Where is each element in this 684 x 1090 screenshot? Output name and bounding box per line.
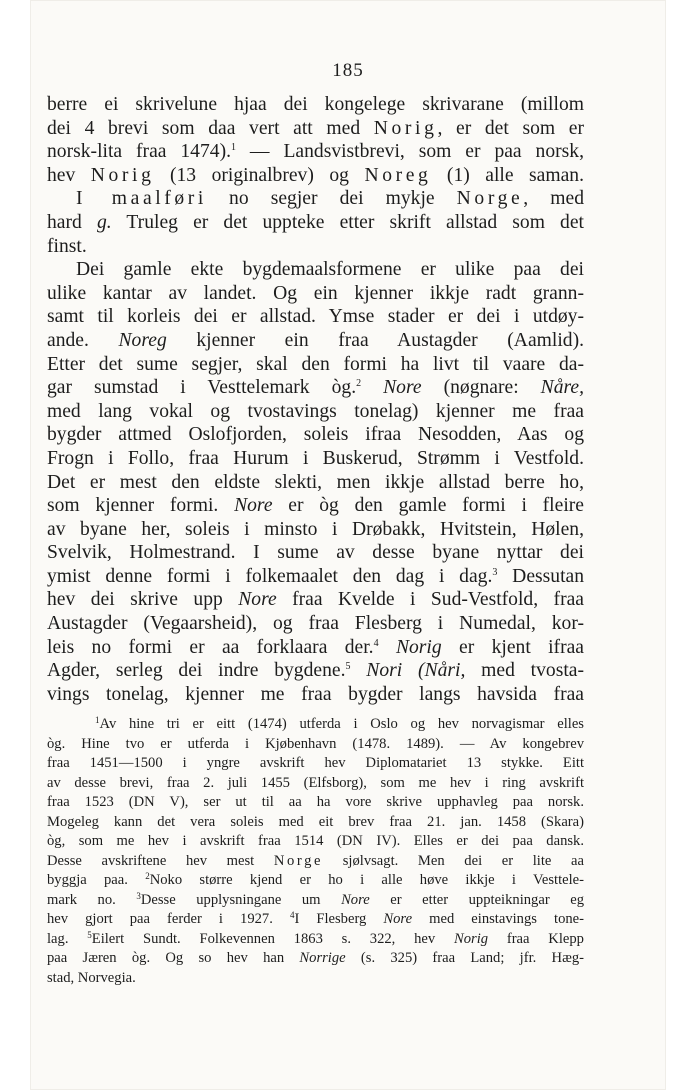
text-line: leis no formi er aa forklaara der.$^4$ Norig er kjent ifraa <box>47 636 584 658</box>
footnote-line: paa Jæren òg. Og so hev han Norrige (s. 325) fraa Land; jfr. Hæg- <box>47 950 584 966</box>
italic-word: Norrige <box>299 950 346 966</box>
footnote-line: stad, Norvegia. <box>47 969 136 986</box>
footnote-line: av desse brevi, fraa 2. juli 1455 (Elfsborg), som me hev i ring avskrift <box>47 774 584 791</box>
text-line: Etter det sume segjer, skal den formi ha livt til vaare da- <box>47 353 584 375</box>
footnote-line: $^1$Av hine tri er eitt (1474) utferda i Oslo og hev norvagismar elles <box>95 715 584 732</box>
text-line: dei 4 brevi som daa vert att med Norig, er det som er <box>47 117 584 139</box>
italic-word: Norig <box>395 636 442 658</box>
footnote-line: lag. $^5$Eilert Sundt. Folkevennen 1863 s. 322, hev Norig fraa Klepp <box>47 929 584 947</box>
text-line: ulike kantar av landet. Og ein kjenner ikkje radt grann- <box>47 282 584 304</box>
footnote-number: 4 <box>289 910 295 920</box>
italic-word: g. <box>96 211 112 233</box>
text-line: av byane her, soleis i minsto i Drøbakk, Hvitstein, Hølen, <box>47 518 584 540</box>
italic-word: (Nåri, <box>418 660 466 682</box>
footnote-ref: 2 <box>356 378 362 390</box>
footnote-line: òg. Hine tvo er utferda i Kjøbenhavn (1478. 1489). — Av kongebrev <box>47 735 584 752</box>
spaced-word: Norig <box>373 117 438 139</box>
footnote-number: 5 <box>87 929 92 940</box>
italic-word: Nore <box>383 911 413 927</box>
text-line: som kjenner formi. Nore er òg den gamle formi i fleire <box>47 495 584 517</box>
footnote-line: byggja paa. $^2$Noko større kjend er ho i alle høve ikkje i Vesttele- <box>47 871 584 888</box>
text-line: Dei gamle ekte bygdemaalsformene er ulike paa dei <box>76 259 584 281</box>
italic-word: Nore <box>383 377 422 399</box>
footnote-line: fraa 1451—1500 i yngre avskrift hev Diplomatariet 13 stykke. Eitt <box>47 755 584 771</box>
book-page <box>30 0 666 1090</box>
text-line: ande. Noreg kjenner ein fraa Austagder (Aamlid). <box>47 329 584 351</box>
text-line: samt til korleis dei er allstad. Ymse stader er dei i utdøy- <box>47 306 584 328</box>
footnote-ref: 5 <box>345 661 351 673</box>
text-line: Austagder (Vegaarsheid), og fraa Flesberg i Numedal, kor- <box>47 613 584 635</box>
text-line: berre ei skrivelune hjaa dei kongelege skrivarane (millom <box>47 94 584 115</box>
spaced-word: I maalføri <box>76 188 207 210</box>
italic-word: Nåre, <box>540 377 585 399</box>
text-line: bygder attmed Oslofjorden, soleis ifraa Nesodden, Aas og <box>47 424 584 446</box>
spaced-word: Norge <box>273 852 324 869</box>
footnote-line: òg, som me hev i avskrift fraa 1514 (DN IV). Elles er dei paa dansk. <box>47 833 584 849</box>
text-line: finst. <box>47 235 87 257</box>
footnote-ref: 4 <box>373 637 379 649</box>
text-line: vings tonelag, kjenner me fraa bygder langs havsida fraa <box>47 683 584 705</box>
spaced-word: Norge <box>456 188 524 210</box>
text-line: ymist denne formi i folkemaalet den dag i dag.$^3$ Dessutan <box>47 565 585 587</box>
text-line: med lang vokal og tvostavings tonelag) kjenner me fraa <box>47 400 584 422</box>
italic-word: Nore <box>341 891 370 908</box>
text-line: hev Norig (13 originalbrev) og Noreg (1) alle saman. <box>47 164 584 186</box>
text-line: I maalføri no segjer dei mykje Norge, med <box>76 188 585 210</box>
footnote-ref: 1 <box>231 142 236 154</box>
text-line: Svelvik, Holmestrand. I sume av desse byane nyttar dei <box>47 542 584 564</box>
footnote-number: 1 <box>95 715 100 725</box>
footnote-line: Mogeleg kann det vera soleis med eit brev fraa 21. jan. 1458 (Skara) <box>47 813 584 830</box>
italic-word: Nore <box>238 589 277 611</box>
page-number: 185 <box>332 60 364 81</box>
italic-word: Nori <box>366 660 403 682</box>
text-line: Det er mest den eldste slekti, men ikkje allstad berre ho, <box>47 471 584 493</box>
footnotes <box>47 715 584 988</box>
text-line: hard g. Truleg er det uppteke etter skrift allstad som det <box>47 211 584 233</box>
footnote-number: 3 <box>136 890 141 901</box>
spaced-word: Noreg <box>364 164 432 186</box>
footnote-number: 2 <box>145 871 150 881</box>
footnote-line: Desse avskriftene hev mest Norge sjølvsagt. Men dei er lite aa <box>47 852 584 869</box>
text-line: Agder, serleg dei indre bygdene.$^5$ Nori (Nåri, med tvosta- <box>47 660 585 682</box>
text-line: hev dei skrive upp Nore fraa Kvelde i Sud-Vestfold, fraa <box>47 589 584 611</box>
footnote-ref: 3 <box>492 566 498 578</box>
text-line: gar sumstad i Vesttelemark òg.$^2$ Nore (nøgnare: Nåre, <box>47 377 585 399</box>
italic-word: Noreg <box>118 329 167 351</box>
footnote-line: hev gjort paa ferder i 1927. $^4$I Flesberg Nore med einstavings tone- <box>47 910 584 927</box>
footnote-line: mark no. $^3$Desse upplysningane um Nore er etter uppteikningar eg <box>47 890 584 908</box>
footnote-line: fraa 1523 (DN V), ser ut til aa ha vore skrive upphavleg paa norsk. <box>47 794 584 810</box>
body-text <box>47 93 584 706</box>
spaced-word: Norig <box>90 164 155 186</box>
italic-word: Norig <box>453 930 489 947</box>
text-line: norsk-lita fraa 1474).$^1$ — Landsvistbrevi, som er paa norsk, <box>47 141 584 163</box>
text-line: Frogn i Follo, fraa Hurum i Buskerud, Strømm i Vestfold. <box>47 447 584 469</box>
italic-word: Nore <box>234 495 273 517</box>
